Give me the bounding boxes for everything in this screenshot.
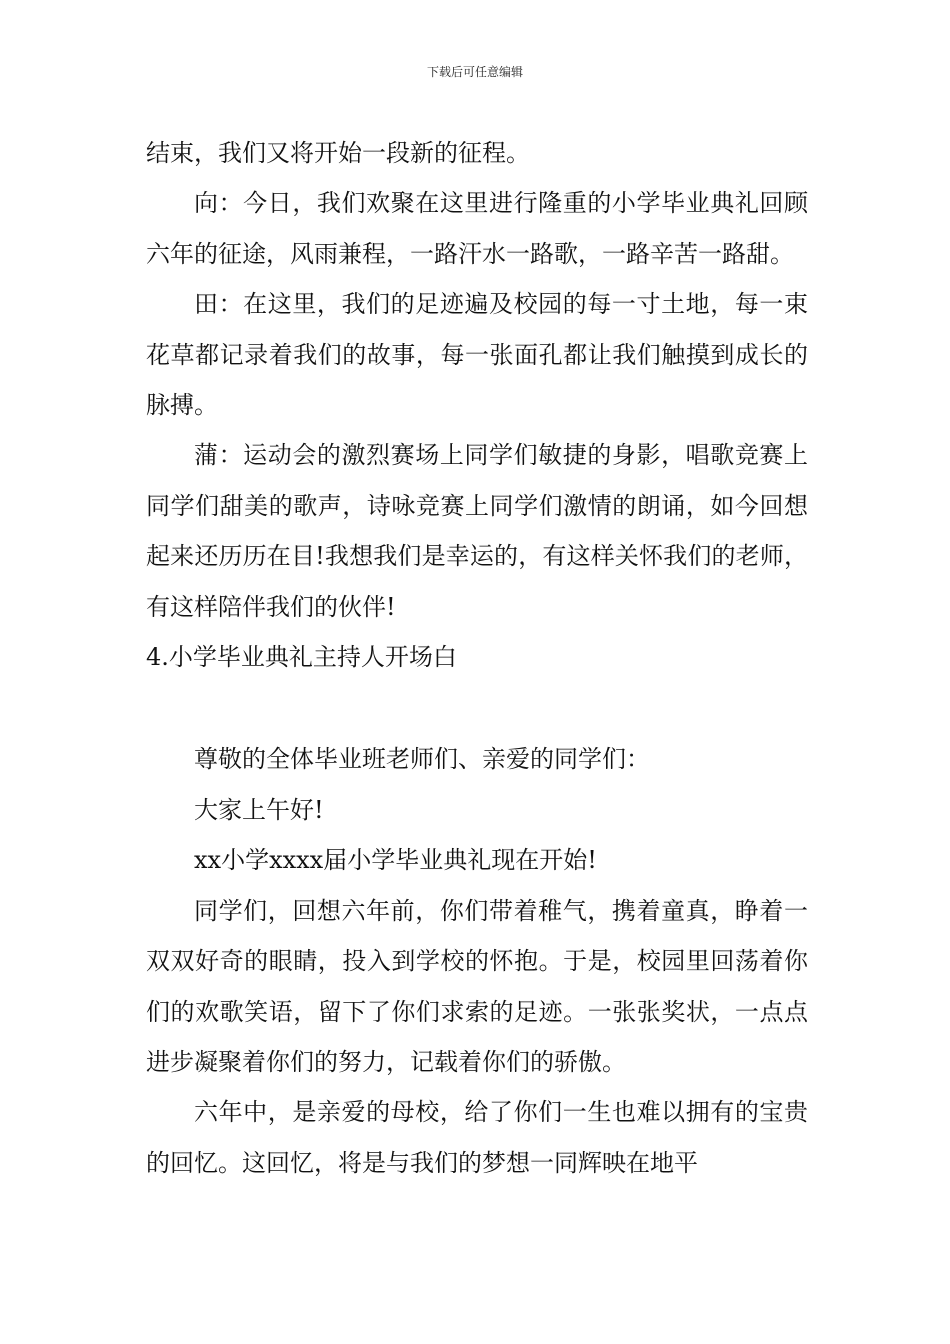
paragraph-4: 蒲：运动会的激烈赛场上同学们敏捷的身影，唱歌竞赛上同学们甜美的歌声，诗咏竞赛上同学们激情的朗诵，如今回想起来还历历在目!我想我们是幸运的，有这样关怀我们的老师，有这样陪伴我们的伙伴! (146, 441, 808, 621)
paragraph-9: 六年中，是亲爱的母校，给了你们一生也难以拥有的宝贵的回忆。这回忆，将是与我们的梦想一同辉映在地平 (146, 1098, 808, 1177)
paragraph-5: 尊敬的全体毕业班老师们、亲爱的同学们： (194, 745, 650, 774)
paragraph-8: 同学们，回想六年前，你们带着稚气，携着童真，睁着一双双好奇的眼睛，投入到学校的怀抱。于是，校园里回荡着你们的欢歌笑语，留下了你们求索的足迹。一张张奖状，一点点进步凝聚着你们的努力，记载着你们的骄傲。 (146, 896, 808, 1076)
document-body (146, 128, 808, 1188)
page-header: 下载后可任意编辑 (426, 65, 523, 79)
paragraph-3: 田：在这里，我们的足迹遍及校园的每一寸土地，每一束花草都记录着我们的故事，每一张面孔都让我们触摸到成长的脉搏。 (146, 290, 808, 420)
section-heading: 4.小学毕业典礼主持人开场白 (146, 643, 457, 672)
paragraph-1: 结束，我们又将开始一段新的征程。 (146, 139, 530, 167)
paragraph-6: 大家上午好! (194, 795, 324, 824)
paragraph-7: xx小学xxxx届小学毕业典礼现在开始! (194, 846, 597, 875)
paragraph-2: 向：今日，我们欢聚在这里进行隆重的小学毕业典礼回顾六年的征途，风雨兼程，一路汗水一路歌，一路辛苦一路甜。 (146, 189, 808, 268)
section-spacer (146, 682, 808, 734)
